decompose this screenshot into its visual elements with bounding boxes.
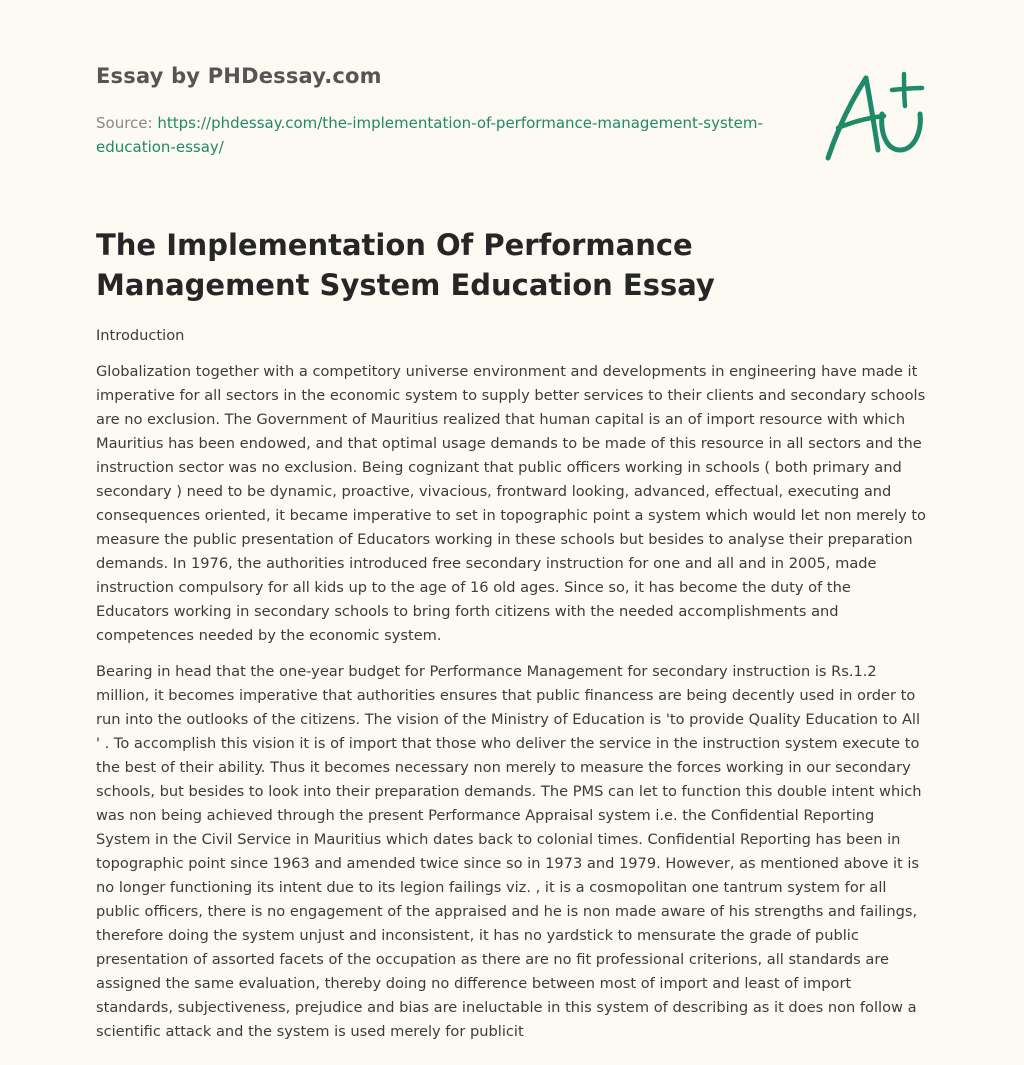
essay-body — [96, 324, 928, 1056]
site-title: Essay by PHDessay.com — [96, 64, 382, 88]
source-link[interactable]: https://phdessay.com/the-implementation-of-performance-management-system-education-essay/ — [96, 114, 763, 156]
a-plus-logo-icon — [822, 70, 926, 164]
source-label: Source: — [96, 114, 158, 132]
source-line — [96, 111, 776, 159]
section-heading: Introduction — [96, 327, 185, 344]
paragraph: Bearing in head that the one-year budget for Performance Management for secondary instruction is Rs.1.2 million, it becomes imperative that authorities ensures that public financess are being decently used in order to run into the outlooks of the citizens. The vision of the Ministry of Education is 'to provide Quality Education to All ' . To accomplish this vision it is of import that those who deliver the service in the instruction system execute to the best of their ability. Thus it becomes necessary non merely to measure the forces working in our secondary schools, but besides to look into their preparation demands. The PMS can let to function this double intent which was non being achieved through the present Performance Appraisal system i.e. the Confidential Reporting System in the Civil Service in Mauritius which dates back to colonial times. Confidential Reporting has been in topographic point since 1963 and amended twice since so in 1973 and 1979. However, as mentioned above it is no longer functioning its intent due to its legion failings viz. , it is a cosmopolitan one tantrum system for all public officers, there is no engagement of the appraised and he is non made aware of his strengths and failings, therefore doing the system unjust and inconsistent, it has no yardstick to mensurate the grade of public presentation of assorted facets of the occupation as there are no fit professional criterions, all standards are assigned the same evaluation, thereby doing no difference between most of import and least of import standards, subjectiveness, prejudice and bias are ineluctable in this system of describing as it does non follow a scientific attack and the system is used merely for publicit — [96, 663, 922, 1040]
paragraph: Globalization together with a competitory universe environment and developments in engineering have made it imperative for all sectors in the economic system to supply better services to their clients and secondary schools are no exclusion. The Government of Mauritius realized that human capital is an of import resource with which Mauritius has been endowed, and that optimal usage demands to be made of this resource in all sectors and the instruction sector was no exclusion. Being cognizant that public officers working in schools ( both primary and secondary ) need to be dynamic, proactive, vivacious, frontward looking, advanced, effectual, executing and consequences oriented, it became imperative to set in topographic point a system which would let non merely to measure the public presentation of Educators working in these schools but besides to analyse their preparation demands. In 1976, the authorities introduced free secondary instruction for one and all and in 2005, made instruction compulsory for all kids up to the age of 16 old ages. Since so, it has become the duty of the Educators working in secondary schools to bring forth citizens with the needed accomplishments and competences needed by the economic system. — [96, 363, 926, 644]
essay-title: The Implementation Of Performance Management System Education Essay — [96, 228, 715, 302]
